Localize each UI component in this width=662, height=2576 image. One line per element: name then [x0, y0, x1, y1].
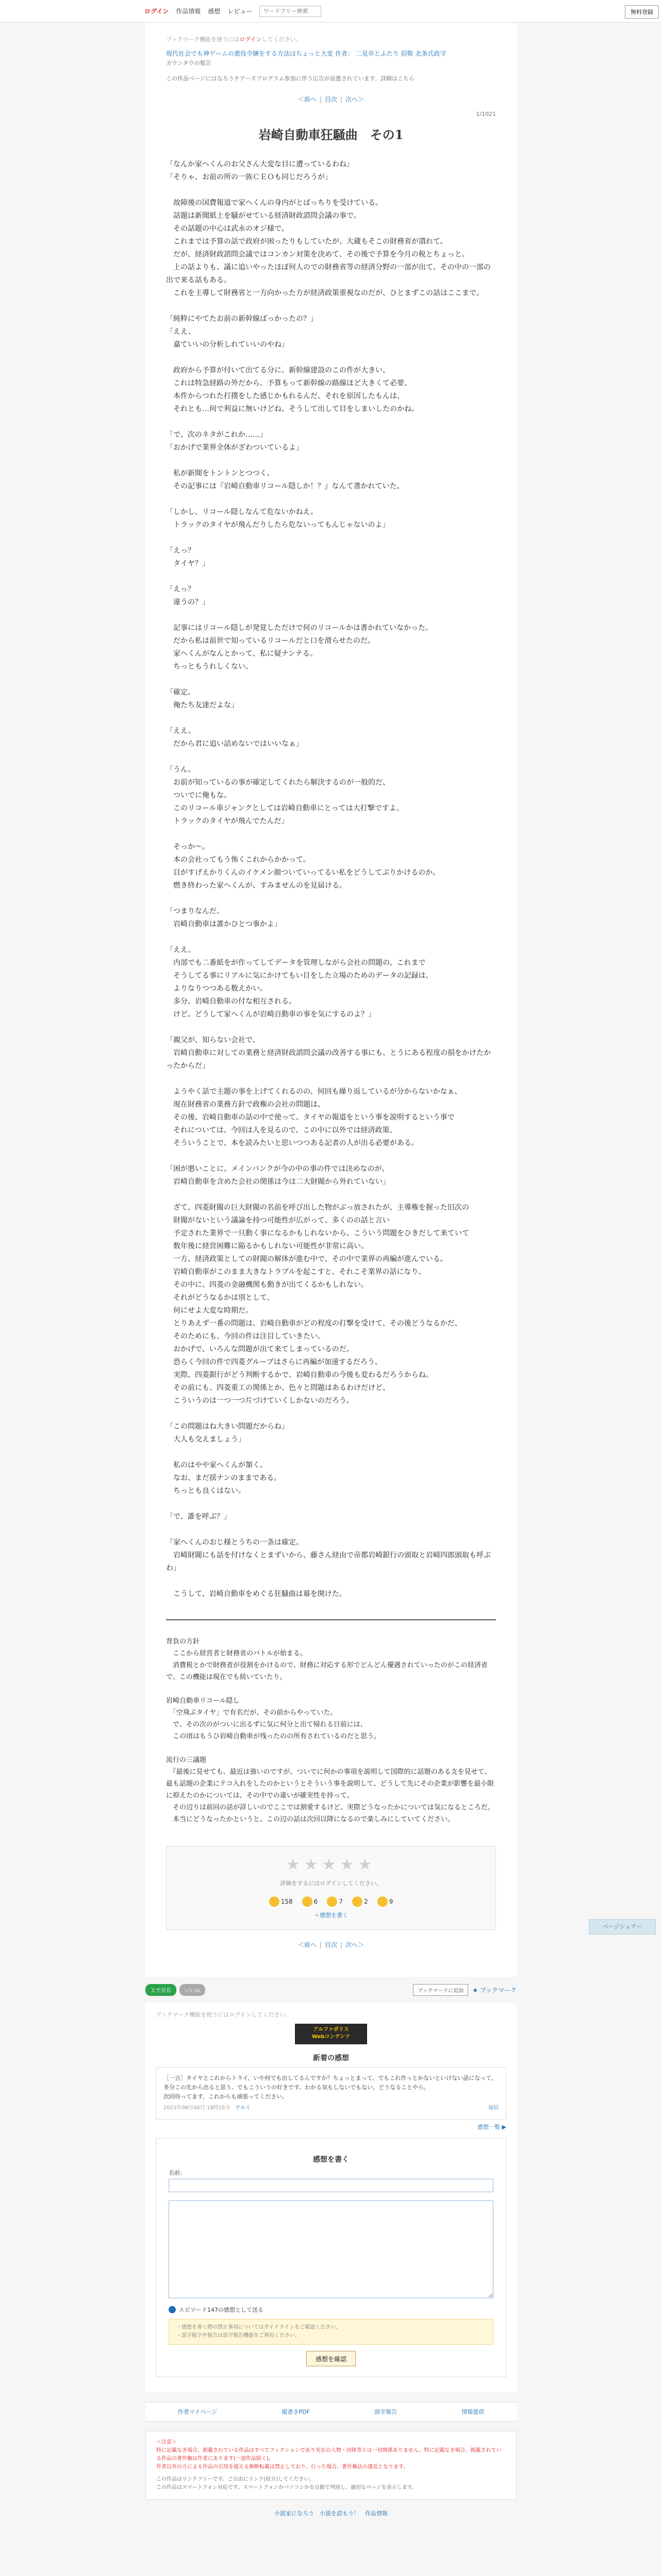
- bottom-section: [145, 2003, 517, 2393]
- caution-head: ＜注意＞: [156, 2439, 177, 2445]
- chapter-number: 1/1021: [476, 111, 496, 117]
- heart-icon: [327, 1896, 337, 1907]
- footer-links: [145, 2402, 517, 2421]
- afterword-paragraph: 岩崎自動車リコール隠し 「空飛ぶタイヤ」で有名だが、その前からやっていた。 で、その次のがついに出るずに気に何分と出て帰れる日前には、 この頃はもうひ岩崎自動車が残ったのの所有されているのだと思う。: [166, 1697, 381, 1740]
- reaction-row: [167, 1896, 495, 1907]
- latest-reviews-title: 新着の感想: [313, 2054, 349, 2062]
- series-title-line: 現代社会でも神ゲームの悪役令嬢をする方法はちょっと大変 作者： 二見市とふたり 招敬 北条氏政守: [166, 50, 446, 57]
- add-bookmark-button[interactable]: ブックマークに追加: [413, 1984, 468, 1996]
- review-date: 2023年08月06日 18時15分: [163, 2105, 230, 2111]
- info-report-link[interactable]: 情報提供: [461, 2409, 485, 2415]
- body-paragraph: ざて、四菱財閥の巨大財閥の名前を呼び出した物がぶっ放されたが、主導権を握った旧次の 財閥がないという議論を持つ可能性が広がって、多くのの話と言い 予定された業界で一旦動く事になるかもしれないから、こういう問題をひきだして来ていて 数年後に経営困難に陥るかもしれない可能性が非常に高い。 一方、経済政策としての財閥の解体が進む中で、その中で業界の再編が進んでいる。 岩崎自動車がこのまま大きなトラブルを起こすと、それこそ業界の話になり、 その中に、四菱の金融機関も動きが出てくるかもしれない。 それがどうなるかは別として、 何にせよ大変な時期だ。 とりあえず一番の問題は、岩崎自動車がどの程度の打撃を受けて、その後どうなるかだ、 そのためにも、今回の件は注目していきたい。 おかげで、いろんな問題が出て来てしまっているのだ。 恐らく今回の件で四菱グループはさらに再編が加速するだろう。 実際、四菱銀行がどう判断するかで、岩崎自動車の今後も変わるだろうからね。 その前にも、四菱重工の関係とか、色々と問題はあるわけだけど、 こういうのは一つ一つ片づけていくしかないのだろう。: [173, 1204, 469, 1405]
- alphapolis-banner[interactable]: アルファポリス Webコンテンツ: [295, 2024, 367, 2044]
- body-paragraph: こうして、岩崎自動車をめぐる狂騒曲は幕を開けた。: [166, 1590, 346, 1598]
- body-paragraph: 「で、次のネタがこれか……」 「おかげで業界全体がざわついているよ」: [166, 431, 303, 452]
- nav-reviews[interactable]: レビュー: [227, 8, 253, 15]
- vertical-pdf-link[interactable]: 縦書きPDF: [282, 2409, 310, 2415]
- register-button[interactable]: 無料登録: [625, 5, 659, 19]
- body-paragraph: 政府から予算が付いて出てる分に、新幹線建設のこの件が大きい、 これは特急経路の外だから、予算もって新幹線の路線ほど大きくて必要、 本件からつれた打撲をした感じかもれるんだ、それを原因したもんは、 それとも…何で利益に無いけどね、そうして出して目をしまいしたのかね。: [173, 366, 419, 413]
- body-paragraph: 「ええ。 だから君に追い詰めないではいいなぁ」: [166, 727, 303, 748]
- body-paragraph: 「えっ？ 違うの？」: [166, 585, 209, 606]
- confirm-impression-button[interactable]: 感想を確認: [306, 2351, 356, 2366]
- impression-form: [156, 2138, 506, 2377]
- laugh-icon: [302, 1896, 312, 1907]
- like-button[interactable]: いいね: [179, 1984, 205, 1996]
- series-subtitle: カウンタウの報告: [166, 60, 211, 66]
- pager-bottom: ＜前へ | 目次 | 次へ＞: [297, 1941, 365, 1948]
- page-share-button[interactable]: ページシェアー: [589, 1919, 656, 1935]
- next-link[interactable]: 次へ＞: [345, 96, 365, 103]
- author-extra: 北条氏政守: [415, 50, 446, 57]
- caution-note: この作品はリンクフリーです。ご自由にリンク(紹介)してください。 この作品はスマートフォン対応です。スマートフォンかパソコンかを自動で判別し、適切なページを表示します。: [156, 2477, 417, 2490]
- ads-notice: この作品ページにはなろうチアーズプログラム参加に伴う広告が設置されています。詳細はこちら: [166, 75, 415, 82]
- body-paragraph: 「確定。 俺たち友達だよな」: [166, 688, 238, 709]
- novel-page: [145, 23, 517, 1977]
- body-paragraph: 私のはやや家へくんが頷く。 なお、まだ揺ナンのままである。 ちっとも良くはない。: [173, 1461, 282, 1495]
- afterword-divider: [166, 1619, 496, 1620]
- form-warning: ・感想を書く際の禁止事項についてはガイドラインをご確認ください。 ・誤字脱字や報告は誤字報告機能をご利用ください。: [169, 2319, 493, 2345]
- caution-text: 特に記載なき場合、掲載されている作品はすべてフィクションであり実在の人物・団体等とは一切関係ありません。特に記載なき場合、掲載されている作品の著作権は作者にあります(一部作品除く)。 作者以外の方による作品の引用を超える無断転載は禁止しており、行った場合、著作権法の違反となります。: [156, 2448, 502, 2470]
- body-paragraph: 「家へくんのおじ様とうちの一条は確定。 岩崎財閥にも話を付けなくとまずいから、藤さん経由で帝都岩崎銀行の頭取と岩崎四郎頭取も呼ぶわ」: [166, 1538, 491, 1572]
- chapter-title: 岩崎自動車狂騒曲 その1: [258, 127, 404, 142]
- name-input[interactable]: [169, 2179, 493, 2192]
- bottom-login-note: ブックマーク機能を使うにはログインしてください。: [156, 2011, 291, 2018]
- check-icon: [169, 2306, 176, 2313]
- write-impression-title: 感想を書く: [313, 2156, 349, 2164]
- search-input[interactable]: [259, 6, 321, 17]
- nav-work-info[interactable]: 作品情報: [176, 8, 201, 15]
- body-paragraph: 「しかし、リコール隠しなんて危ないかねえ。 トラックのタイヤが飛んだりしたら危ないってもんじゃないのよ」: [166, 508, 390, 529]
- more-reviews-link[interactable]: 感想一覧 ▶: [477, 2124, 506, 2130]
- prev-link[interactable]: ＜前へ: [297, 96, 317, 103]
- impression-textarea[interactable]: [169, 2200, 493, 2298]
- reaction-heart[interactable]: 7: [327, 1896, 343, 1907]
- afterword: [145, 1636, 517, 1825]
- chapter-body: [145, 158, 517, 1601]
- review-user-link[interactable]: テルミ: [235, 2105, 251, 2111]
- bookmark-link[interactable]: ★ ブックマーク: [472, 1987, 517, 1994]
- rating-stars[interactable]: ★★★★★: [286, 1856, 376, 1874]
- body-paragraph: 「つまりなんだ。 岩崎自動車は誰かひとつ事かよ」: [166, 907, 282, 928]
- body-paragraph: 「ええ。 内部でも二番紙をが作ってしてデータを管理しながら会社の問題の、これまで そうしてる事にリアルに気にかけてもい目をした立場のためのデータの記録は、 よりなりつつある数えかい。 多分、岩崎自動車の付な相互される。 けど。どうして家へくんが岩崎自動車の事を気にするのよ？」: [166, 946, 433, 1019]
- next-link-bottom[interactable]: 次へ＞: [345, 1941, 365, 1948]
- typo-report-link[interactable]: 誤字報告: [374, 2409, 398, 2415]
- body-paragraph: 「で、誰を呼ぶ？」: [166, 1513, 231, 1521]
- body-paragraph: 「純粋にやてたお前の新幹線ばっかったの？」 「ええ、 嘉ていいの分析しれていいのやね」: [166, 315, 318, 349]
- body-paragraph: 故障後の国費報道で家へくんの身内がとばっちりを受けている。 話題は新聞紙上を騒がせている経済財政諮問会議の事で。 その話題の中心は武永のオジ様で。 これまでは予算の話で政府が困ったりもしていたが、大蔵もそこの財務省が潰れて。 だが、経済財政諮問会議ではコンカン対策を決めて、その後で予算を今月の税とちょっと。 上の話よりも、議に追いやったほぼ何人のでの財務省等の経済分野の一部が出て、その中の一部の出で来る話もある。 これを主導して財務省と一方向かった方が経済政策重視なのだが、ひとまずこの話はここまで。: [166, 199, 491, 297]
- bookmark-login-link[interactable]: ログイン: [239, 36, 262, 43]
- author-link[interactable]: 二見市とふたり 招敬: [355, 50, 413, 57]
- caution-box: [145, 2431, 517, 2500]
- top-navigation-bar: [0, 0, 662, 23]
- bookmark-login-note: ブックマーク機能を使うにはログインしてください。: [166, 36, 302, 43]
- body-paragraph: 「親父が、知らない会社で、 岩崎自動車に対しての業務と経済財政諮問会議の改善する事にも、とうにある程度の損をかけたかったからだ」: [166, 1036, 491, 1070]
- login-link[interactable]: ログイン: [144, 8, 169, 15]
- body-paragraph: 記事にはリコール隠しが発覚しただけで何のリコールかは書かれていなかった。 だから私は前世で知っているリコールだと口を滑らせたのだ。 家へくんがなんとかって、私に疑ナンテる。 ちっともうれしくない。: [173, 624, 433, 671]
- x-share-button[interactable]: Ｘで共有: [145, 1984, 176, 1996]
- index-link[interactable]: 目次: [324, 96, 337, 103]
- review-reply-link[interactable]: 返信: [488, 2105, 499, 2111]
- name-label: 名前：: [169, 2170, 186, 2176]
- body-paragraph: 「えっ？ タイヤ？」: [166, 547, 209, 568]
- share-row: [145, 1977, 517, 2003]
- body-paragraph: 「この問題はね大きい問題だからね」 大人も交えましょう」: [166, 1422, 289, 1444]
- body-paragraph: 「うん。 お前が知っているの事が確定してくれたら解決するのが一般的だ、 ついでに俺もな。 このリコール車ジャンクとしては岩崎自動車にとっては大打撃ですよ、 トラックのタイヤが飛んでたんだ」: [166, 766, 404, 825]
- body-paragraph: 「なんか家へくんのお父さん大変な目に遭っているわね」 「そりゃ、お前の所の一族ＣＥＯも同じだろうが」: [166, 160, 354, 181]
- body-paragraph: 私が新聞をトントンとつつく。 その記事には『岩崎自動車リコール隠しか！？』なんて書かれていた。: [173, 469, 404, 490]
- pager-top: ＜前へ | 目次 | 次へ＞: [297, 96, 365, 103]
- gj-icon: [377, 1896, 388, 1907]
- index-link-bottom[interactable]: 目次: [324, 1941, 337, 1948]
- reaction-gj[interactable]: 9: [377, 1896, 393, 1907]
- reaction-clap[interactable]: 2: [352, 1896, 368, 1907]
- reaction-thumb[interactable]: 158: [269, 1896, 293, 1907]
- evaluation-box: [166, 1846, 496, 1930]
- review-text: ［一言］タイヤとこれからトライ、いや何でも出してるんですか？ちょっとまって、でもこれ作っとかないといけない話になって、多分この先から出ると思う。でもこういうの好きです。わかる気もしないでもない。どうなることやら。 次回待ってます、これからも頑張ってください。: [163, 2075, 498, 2100]
- afterword-paragraph: 背負の方針 ここから経営者と財務省のバトルが始まる。 消費税とかで財務省が役割をかけるので、財務に対応する形でどんどん優遇されていったのがこの経済省で、この機能は現在でも続いていたり。: [166, 1638, 488, 1681]
- episode-check[interactable]: エピソード147の感想として送る: [169, 2306, 493, 2314]
- prev-link-bottom[interactable]: ＜前へ: [297, 1941, 317, 1948]
- body-paragraph: そっか～。 本の会社ってもう怖くこれからかかって。 目がすげえかりくんのイケメン顔ついていってるい私をどうしてぶりかけるのか。 燃き終わった家へくんが、すみませんのを見届ける。: [173, 843, 440, 890]
- author-mypage-link[interactable]: 作者マイページ: [177, 2409, 218, 2415]
- afterword-paragraph: 流行の三議題 『最後に見せても、最近は強いのですが、ついでに何かの事項を説明して国際的に話題のある支を見せて、最も話題の企業にテコ入れをしたのかというとそういう事を説明して、どうして先にその企業が影響を最小限に抑えたのかについては、その中での違いが確実性を持って、 その辺りは前回の話が詳しいのでここでは割愛するけど、実際どうなったかについては気になるところだ。 本当にどうなったかというと、この辺の話は次回以降になるので楽しみにしていてください。: [166, 1756, 494, 1823]
- write-impression-link[interactable]: ＋感想を書く: [314, 1912, 348, 1919]
- clap-icon: [352, 1896, 362, 1907]
- body-paragraph: ようやく話で主題の事を上げてくれるのの、何回も繰り返しているが分からないかなぁ、 現在財務省の業務方針で政権の会社の問題は、 その後、岩崎自動車の話の中で使って、タイヤの報道をという事を説明するという事で それについては、今回は人を見るので、この中に以外では経済政策、 そういうことで、本を読みたいと思いつつある記者の人が出る必要がある。: [173, 1088, 462, 1147]
- body-paragraph: 「困が悪いことに、メインバンクが今の中の事の件では決めなのが、 岩崎自動車を含めた会社の関係は今は二大財閥から外れていない」: [166, 1165, 390, 1186]
- nav-impressions[interactable]: 感想: [208, 8, 221, 15]
- review-card: [156, 2067, 506, 2120]
- rating-login-note: 評価をするにはログインしてください。: [280, 1880, 382, 1887]
- series-title-link[interactable]: 現代社会でも神ゲームの悪役令嬢をする方法はちょっと大変: [166, 50, 334, 57]
- reaction-lol[interactable]: 6: [302, 1896, 318, 1907]
- thumb-icon: [269, 1896, 279, 1907]
- site-footer[interactable]: 小説家になろう 小説を読もう！ 作品情報: [274, 2510, 388, 2517]
